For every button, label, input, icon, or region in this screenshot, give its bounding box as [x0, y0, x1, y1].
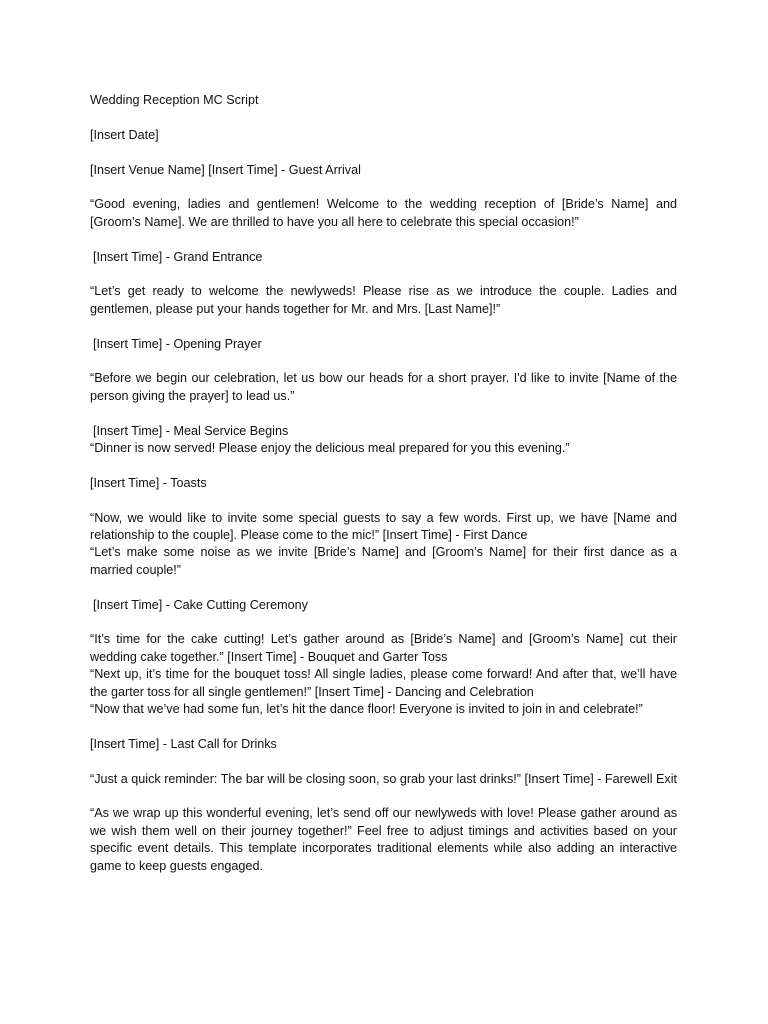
- document-title: Wedding Reception MC Script: [90, 93, 259, 107]
- farewell-paragraph: “As we wrap up this wonderful evening, let’s send off our newlyweds with love! Please gather around as we wish them well on their journey together!” Feel free to adjust timings and activities based on your specific event details. This template incorporates traditional elements while also adding an interactive game to keep guests engaged.: [90, 806, 677, 873]
- cake-cutting-heading: [Insert Time] - Cake Cutting Ceremony: [93, 597, 308, 612]
- last-call-heading: [Insert Time] - Last Call for Drinks: [90, 736, 277, 751]
- dancing-paragraph: “Now that we’ve had some fun, let’s hit the dance floor! Everyone is invited to join in and celebrate!”: [90, 702, 643, 717]
- welcome-paragraph: “Good evening, ladies and gentlemen! Welcome to the wedding reception of [Bride’s Name] and [Groom’s Name]. We are thrilled to have you all here to celebrate this special occasion!”: [90, 197, 677, 229]
- cake-cutting-paragraph: “It’s time for the cake cutting! Let’s gather around as [Bride’s Name] and [Groom’s Name] cut their wedding cake together.” [Insert Time] - Bouquet and Garter Toss: [90, 632, 677, 664]
- document-page: [90, 92, 677, 892]
- date-placeholder: [Insert Date]: [90, 127, 159, 142]
- last-call-paragraph: “Just a quick reminder: The bar will be closing soon, so grab your last drinks!” [Insert Time] - Farewell Exit: [90, 771, 677, 786]
- toasts-paragraph: “Now, we would like to invite some special guests to say a few words. First up, we have [Name and relationship to the couple]. Please come to the mic!” [Insert Time] - First Dance: [90, 510, 677, 542]
- grand-entrance-paragraph: “Let’s get ready to welcome the newlyweds! Please rise as we introduce the couple. Ladies and gentlemen, please put your hands together for Mr. and Mrs. [Last Name]!”: [90, 284, 677, 316]
- bouquet-toss-paragraph: “Next up, it’s time for the bouquet toss! All single ladies, please come forward! And after that, we’ll have the garter toss for all single gentlemen!” [Insert Time] - Dancing and Celebration: [90, 667, 677, 699]
- meal-service-heading: [Insert Time] - Meal Service Begins: [93, 423, 289, 438]
- opening-prayer-paragraph: “Before we begin our celebration, let us bow our heads for a short prayer. I'd like to invite [Name of the person giving the prayer] to lead us.”: [90, 371, 677, 403]
- first-dance-paragraph: “Let’s make some noise as we invite [Bride’s Name] and [Groom’s Name] for their first dance as a married couple!”: [90, 545, 677, 577]
- opening-prayer-heading: [Insert Time] - Opening Prayer: [93, 336, 262, 351]
- meal-service-paragraph: “Dinner is now served! Please enjoy the delicious meal prepared for you this evening.”: [90, 441, 570, 455]
- guest-arrival-heading: [Insert Venue Name] [Insert Time] - Guest Arrival: [90, 162, 361, 177]
- grand-entrance-heading: [Insert Time] - Grand Entrance: [93, 249, 263, 264]
- toasts-heading: [Insert Time] - Toasts: [90, 475, 207, 490]
